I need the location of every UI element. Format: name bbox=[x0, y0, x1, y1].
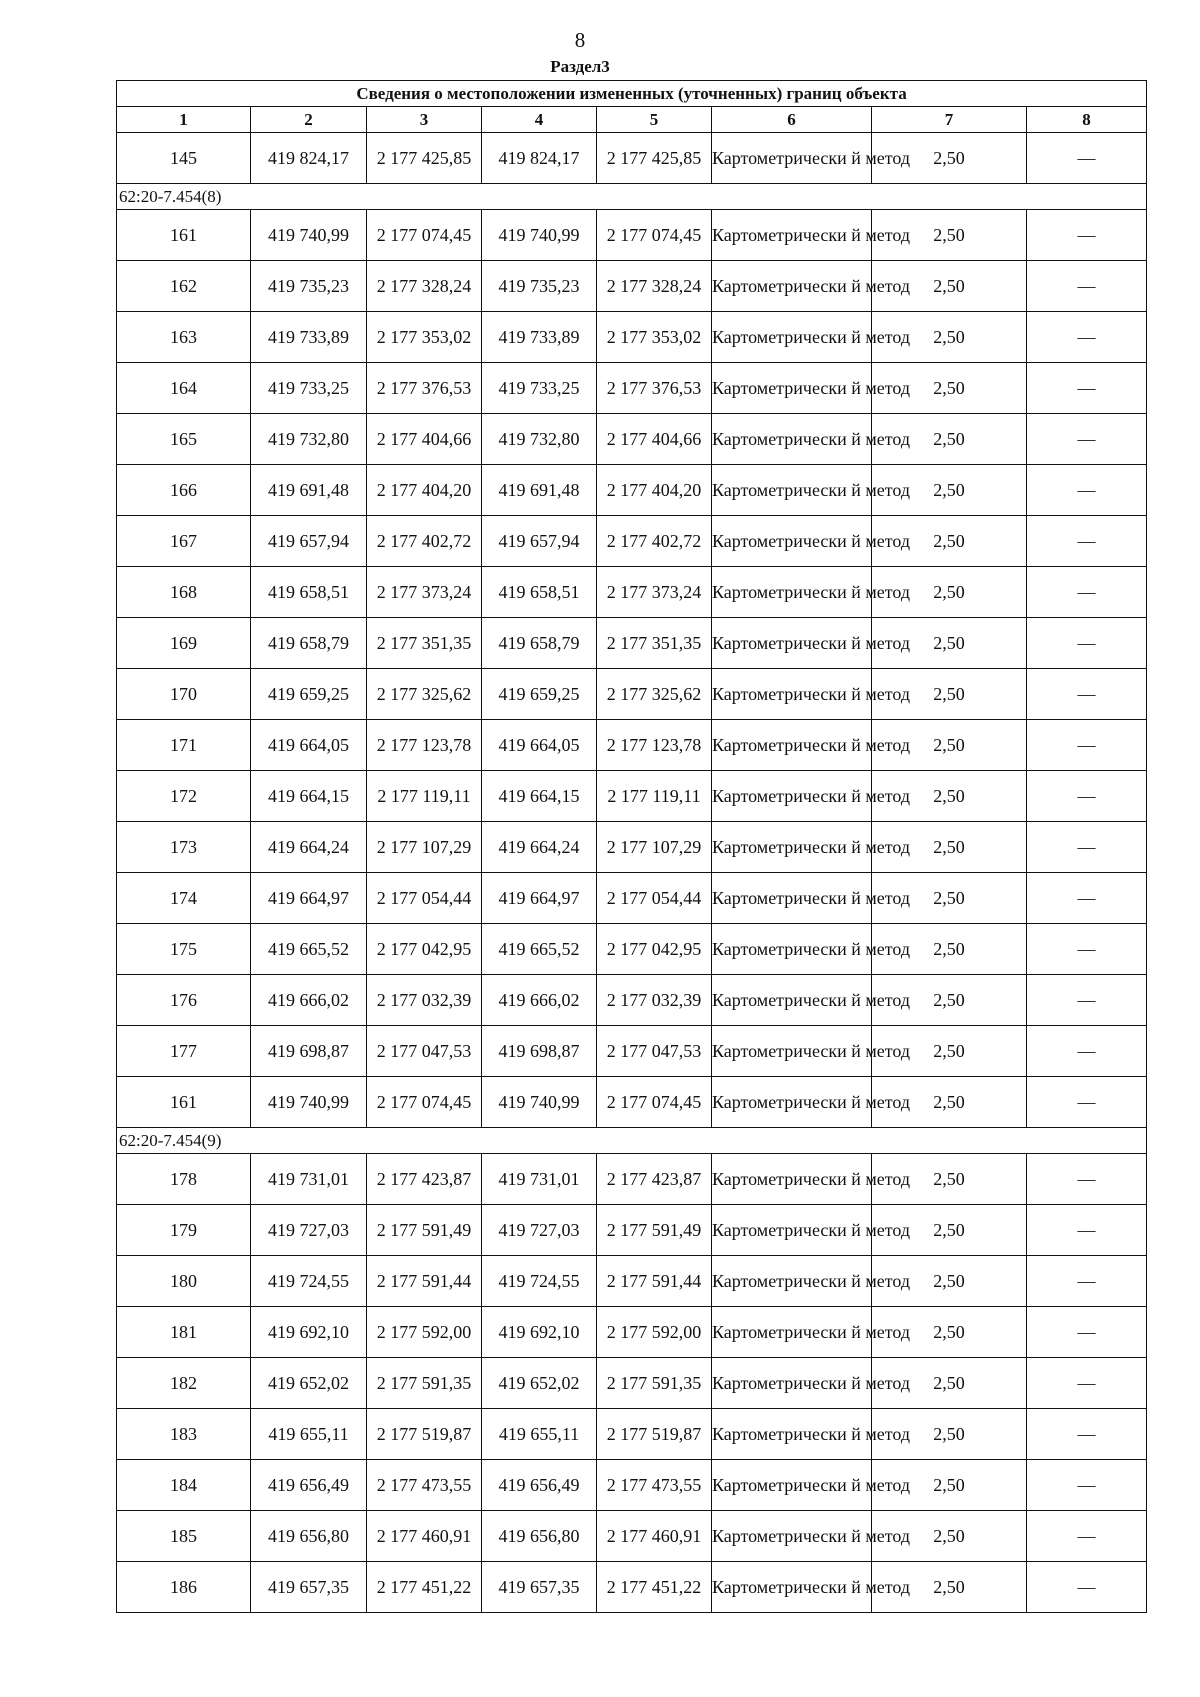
cell-y-new: 2 177 592,00 bbox=[597, 1307, 712, 1358]
cell-x-new: 419 665,52 bbox=[482, 924, 597, 975]
cell-point-number: 176 bbox=[117, 975, 251, 1026]
cell-x-new: 419 655,11 bbox=[482, 1409, 597, 1460]
table-row bbox=[117, 822, 1147, 873]
table-row bbox=[117, 516, 1147, 567]
cell-x-new: 419 691,48 bbox=[482, 465, 597, 516]
cell-description: — bbox=[1027, 669, 1147, 720]
cell-y-new: 2 177 451,22 bbox=[597, 1562, 712, 1613]
cell-method: Картометрически й метод bbox=[712, 1256, 872, 1307]
cell-method: Картометрически й метод bbox=[712, 1154, 872, 1205]
cell-description: — bbox=[1027, 1460, 1147, 1511]
cell-accuracy: 2,50 bbox=[872, 975, 1027, 1026]
cell-description: — bbox=[1027, 720, 1147, 771]
cell-y-existing: 2 177 123,78 bbox=[367, 720, 482, 771]
cell-x-new: 419 735,23 bbox=[482, 261, 597, 312]
cell-accuracy: 2,50 bbox=[872, 363, 1027, 414]
cadastral-group-label: 62:20-7.454(9) bbox=[117, 1128, 1147, 1154]
cell-point-number: 165 bbox=[117, 414, 251, 465]
cell-method: Картометрически й метод bbox=[712, 1409, 872, 1460]
cell-y-existing: 2 177 473,55 bbox=[367, 1460, 482, 1511]
cell-x-existing: 419 664,15 bbox=[251, 771, 367, 822]
cell-y-new: 2 177 404,66 bbox=[597, 414, 712, 465]
cell-description: — bbox=[1027, 465, 1147, 516]
cell-x-new: 419 664,05 bbox=[482, 720, 597, 771]
table-row bbox=[117, 210, 1147, 261]
cell-method: Картометрически й метод bbox=[712, 822, 872, 873]
cell-method: Картометрически й метод bbox=[712, 261, 872, 312]
cell-x-new: 419 724,55 bbox=[482, 1256, 597, 1307]
table-row bbox=[117, 669, 1147, 720]
table-row bbox=[117, 1205, 1147, 1256]
cell-description: — bbox=[1027, 261, 1147, 312]
cell-point-number: 182 bbox=[117, 1358, 251, 1409]
cell-y-existing: 2 177 351,35 bbox=[367, 618, 482, 669]
cell-y-new: 2 177 376,53 bbox=[597, 363, 712, 414]
cell-y-existing: 2 177 519,87 bbox=[367, 1409, 482, 1460]
cell-description: — bbox=[1027, 1205, 1147, 1256]
cell-point-number: 171 bbox=[117, 720, 251, 771]
cell-method: Картометрически й метод bbox=[712, 1077, 872, 1128]
cell-x-existing: 419 657,94 bbox=[251, 516, 367, 567]
cell-x-new: 419 733,25 bbox=[482, 363, 597, 414]
column-number-row bbox=[117, 107, 1147, 133]
cell-description: — bbox=[1027, 1154, 1147, 1205]
table-row bbox=[117, 1358, 1147, 1409]
cell-x-new: 419 659,25 bbox=[482, 669, 597, 720]
cell-description: — bbox=[1027, 133, 1147, 184]
cell-method: Картометрически й метод bbox=[712, 1026, 872, 1077]
cell-x-existing: 419 652,02 bbox=[251, 1358, 367, 1409]
cell-description: — bbox=[1027, 1409, 1147, 1460]
table-row bbox=[117, 1562, 1147, 1613]
cell-y-new: 2 177 423,87 bbox=[597, 1154, 712, 1205]
cell-y-existing: 2 177 325,62 bbox=[367, 669, 482, 720]
cell-x-existing: 419 732,80 bbox=[251, 414, 367, 465]
cell-accuracy: 2,50 bbox=[872, 1562, 1027, 1613]
cell-x-existing: 419 664,97 bbox=[251, 873, 367, 924]
cell-method: Картометрически й метод bbox=[712, 1205, 872, 1256]
cell-y-new: 2 177 123,78 bbox=[597, 720, 712, 771]
cell-description: — bbox=[1027, 975, 1147, 1026]
table-row bbox=[117, 363, 1147, 414]
cell-x-new: 419 666,02 bbox=[482, 975, 597, 1026]
cell-y-existing: 2 177 591,35 bbox=[367, 1358, 482, 1409]
cell-x-existing: 419 731,01 bbox=[251, 1154, 367, 1205]
cell-x-existing: 419 692,10 bbox=[251, 1307, 367, 1358]
cell-method: Картометрически й метод bbox=[712, 618, 872, 669]
page-number: 8 bbox=[574, 28, 586, 52]
cell-method: Картометрически й метод bbox=[712, 771, 872, 822]
cell-description: — bbox=[1027, 1358, 1147, 1409]
table-row bbox=[117, 1511, 1147, 1562]
column-number: 8 bbox=[1027, 107, 1147, 133]
cell-point-number: 181 bbox=[117, 1307, 251, 1358]
cell-point-number: 175 bbox=[117, 924, 251, 975]
cell-method: Картометрически й метод bbox=[712, 414, 872, 465]
cell-method: Картометрически й метод bbox=[712, 873, 872, 924]
cell-method: Картометрически й метод bbox=[712, 1307, 872, 1358]
cell-y-new: 2 177 473,55 bbox=[597, 1460, 712, 1511]
cell-x-existing: 419 824,17 bbox=[251, 133, 367, 184]
cell-y-new: 2 177 425,85 bbox=[597, 133, 712, 184]
cell-method: Картометрически й метод bbox=[712, 975, 872, 1026]
cell-method: Картометрически й метод bbox=[712, 567, 872, 618]
cell-y-new: 2 177 054,44 bbox=[597, 873, 712, 924]
cell-accuracy: 2,50 bbox=[872, 1205, 1027, 1256]
cell-description: — bbox=[1027, 210, 1147, 261]
cell-method: Картометрически й метод bbox=[712, 1511, 872, 1562]
table-row bbox=[117, 1154, 1147, 1205]
cell-method: Картометрически й метод bbox=[712, 363, 872, 414]
cell-y-existing: 2 177 047,53 bbox=[367, 1026, 482, 1077]
table-row bbox=[117, 133, 1147, 184]
cell-y-new: 2 177 373,24 bbox=[597, 567, 712, 618]
cell-method: Картометрически й метод bbox=[712, 133, 872, 184]
cell-y-existing: 2 177 119,11 bbox=[367, 771, 482, 822]
cell-description: — bbox=[1027, 1026, 1147, 1077]
cell-accuracy: 2,50 bbox=[872, 261, 1027, 312]
cell-x-existing: 419 665,52 bbox=[251, 924, 367, 975]
cell-x-new: 419 824,17 bbox=[482, 133, 597, 184]
cell-y-existing: 2 177 423,87 bbox=[367, 1154, 482, 1205]
cell-accuracy: 2,50 bbox=[872, 210, 1027, 261]
cell-point-number: 168 bbox=[117, 567, 251, 618]
cell-y-existing: 2 177 404,66 bbox=[367, 414, 482, 465]
cell-y-existing: 2 177 373,24 bbox=[367, 567, 482, 618]
cell-description: — bbox=[1027, 363, 1147, 414]
cell-x-existing: 419 724,55 bbox=[251, 1256, 367, 1307]
cell-accuracy: 2,50 bbox=[872, 133, 1027, 184]
cell-accuracy: 2,50 bbox=[872, 618, 1027, 669]
cell-accuracy: 2,50 bbox=[872, 1307, 1027, 1358]
cell-point-number: 180 bbox=[117, 1256, 251, 1307]
table-row bbox=[117, 261, 1147, 312]
cell-x-new: 419 732,80 bbox=[482, 414, 597, 465]
cell-accuracy: 2,50 bbox=[872, 822, 1027, 873]
cell-x-new: 419 657,35 bbox=[482, 1562, 597, 1613]
cell-x-new: 419 698,87 bbox=[482, 1026, 597, 1077]
cell-description: — bbox=[1027, 414, 1147, 465]
cell-x-existing: 419 664,05 bbox=[251, 720, 367, 771]
cell-point-number: 161 bbox=[117, 1077, 251, 1128]
column-number: 7 bbox=[872, 107, 1027, 133]
cell-x-existing: 419 658,79 bbox=[251, 618, 367, 669]
cell-point-number: 169 bbox=[117, 618, 251, 669]
table-row bbox=[117, 312, 1147, 363]
cell-y-existing: 2 177 425,85 bbox=[367, 133, 482, 184]
cell-method: Картометрически й метод bbox=[712, 1358, 872, 1409]
table-row bbox=[117, 975, 1147, 1026]
cell-x-existing: 419 657,35 bbox=[251, 1562, 367, 1613]
cell-accuracy: 2,50 bbox=[872, 465, 1027, 516]
cell-accuracy: 2,50 bbox=[872, 1511, 1027, 1562]
coordinates-table bbox=[116, 80, 1147, 1613]
cell-method: Картометрически й метод bbox=[712, 516, 872, 567]
column-number: 1 bbox=[117, 107, 251, 133]
cell-x-new: 419 652,02 bbox=[482, 1358, 597, 1409]
cell-method: Картометрически й метод bbox=[712, 720, 872, 771]
cell-y-existing: 2 177 591,49 bbox=[367, 1205, 482, 1256]
cell-accuracy: 2,50 bbox=[872, 771, 1027, 822]
cell-accuracy: 2,50 bbox=[872, 1409, 1027, 1460]
cell-point-number: 145 bbox=[117, 133, 251, 184]
table-row bbox=[117, 1026, 1147, 1077]
cell-description: — bbox=[1027, 924, 1147, 975]
cell-method: Картометрически й метод bbox=[712, 1460, 872, 1511]
cell-x-new: 419 740,99 bbox=[482, 210, 597, 261]
table-row bbox=[117, 1307, 1147, 1358]
cell-x-existing: 419 664,24 bbox=[251, 822, 367, 873]
cell-method: Картометрически й метод bbox=[712, 924, 872, 975]
cell-y-existing: 2 177 328,24 bbox=[367, 261, 482, 312]
cell-y-new: 2 177 351,35 bbox=[597, 618, 712, 669]
cell-y-new: 2 177 353,02 bbox=[597, 312, 712, 363]
cell-y-new: 2 177 074,45 bbox=[597, 210, 712, 261]
table-row bbox=[117, 465, 1147, 516]
cell-accuracy: 2,50 bbox=[872, 873, 1027, 924]
cell-accuracy: 2,50 bbox=[872, 567, 1027, 618]
cell-description: — bbox=[1027, 771, 1147, 822]
cell-point-number: 178 bbox=[117, 1154, 251, 1205]
cell-description: — bbox=[1027, 1562, 1147, 1613]
cell-x-existing: 419 691,48 bbox=[251, 465, 367, 516]
cell-x-new: 419 664,15 bbox=[482, 771, 597, 822]
cell-point-number: 166 bbox=[117, 465, 251, 516]
cell-y-existing: 2 177 074,45 bbox=[367, 210, 482, 261]
cell-method: Картометрически й метод bbox=[712, 1562, 872, 1613]
cell-x-new: 419 664,24 bbox=[482, 822, 597, 873]
cell-y-existing: 2 177 054,44 bbox=[367, 873, 482, 924]
cell-x-existing: 419 666,02 bbox=[251, 975, 367, 1026]
cell-accuracy: 2,50 bbox=[872, 516, 1027, 567]
cell-x-existing: 419 659,25 bbox=[251, 669, 367, 720]
table-row bbox=[117, 720, 1147, 771]
table-body bbox=[117, 133, 1147, 1613]
cell-y-new: 2 177 328,24 bbox=[597, 261, 712, 312]
cell-point-number: 167 bbox=[117, 516, 251, 567]
cell-accuracy: 2,50 bbox=[872, 669, 1027, 720]
cell-point-number: 183 bbox=[117, 1409, 251, 1460]
table-row bbox=[117, 1460, 1147, 1511]
section-title: Раздел3 bbox=[550, 57, 610, 76]
cell-x-new: 419 727,03 bbox=[482, 1205, 597, 1256]
cell-x-existing: 419 656,49 bbox=[251, 1460, 367, 1511]
cell-y-existing: 2 177 376,53 bbox=[367, 363, 482, 414]
cell-point-number: 162 bbox=[117, 261, 251, 312]
cell-description: — bbox=[1027, 516, 1147, 567]
cell-description: — bbox=[1027, 312, 1147, 363]
cell-y-existing: 2 177 404,20 bbox=[367, 465, 482, 516]
cell-point-number: 170 bbox=[117, 669, 251, 720]
cell-x-new: 419 656,80 bbox=[482, 1511, 597, 1562]
cell-accuracy: 2,50 bbox=[872, 924, 1027, 975]
cell-x-existing: 419 658,51 bbox=[251, 567, 367, 618]
table-row bbox=[117, 1077, 1147, 1128]
cell-accuracy: 2,50 bbox=[872, 312, 1027, 363]
cell-y-existing: 2 177 353,02 bbox=[367, 312, 482, 363]
cell-y-existing: 2 177 032,39 bbox=[367, 975, 482, 1026]
table-row bbox=[117, 873, 1147, 924]
cell-x-new: 419 664,97 bbox=[482, 873, 597, 924]
cell-description: — bbox=[1027, 1511, 1147, 1562]
cell-y-new: 2 177 074,45 bbox=[597, 1077, 712, 1128]
cell-y-existing: 2 177 592,00 bbox=[367, 1307, 482, 1358]
cell-method: Картометрически й метод bbox=[712, 669, 872, 720]
column-number: 2 bbox=[251, 107, 367, 133]
cell-description: — bbox=[1027, 1307, 1147, 1358]
cell-point-number: 174 bbox=[117, 873, 251, 924]
cell-point-number: 172 bbox=[117, 771, 251, 822]
cell-x-new: 419 656,49 bbox=[482, 1460, 597, 1511]
cell-y-existing: 2 177 402,72 bbox=[367, 516, 482, 567]
cell-x-existing: 419 656,80 bbox=[251, 1511, 367, 1562]
cell-description: — bbox=[1027, 618, 1147, 669]
cell-description: — bbox=[1027, 873, 1147, 924]
cell-x-existing: 419 655,11 bbox=[251, 1409, 367, 1460]
cell-description: — bbox=[1027, 822, 1147, 873]
cell-x-new: 419 658,79 bbox=[482, 618, 597, 669]
cell-accuracy: 2,50 bbox=[872, 1358, 1027, 1409]
table-row bbox=[117, 924, 1147, 975]
cell-y-existing: 2 177 591,44 bbox=[367, 1256, 482, 1307]
cell-point-number: 179 bbox=[117, 1205, 251, 1256]
cell-y-new: 2 177 325,62 bbox=[597, 669, 712, 720]
cell-y-existing: 2 177 460,91 bbox=[367, 1511, 482, 1562]
column-number: 5 bbox=[597, 107, 712, 133]
cadastral-group-label: 62:20-7.454(8) bbox=[117, 184, 1147, 210]
cell-method: Картометрически й метод bbox=[712, 312, 872, 363]
cell-x-existing: 419 733,89 bbox=[251, 312, 367, 363]
cell-y-existing: 2 177 074,45 bbox=[367, 1077, 482, 1128]
cell-x-existing: 419 698,87 bbox=[251, 1026, 367, 1077]
cell-point-number: 164 bbox=[117, 363, 251, 414]
cell-x-new: 419 692,10 bbox=[482, 1307, 597, 1358]
cell-y-existing: 2 177 107,29 bbox=[367, 822, 482, 873]
cell-description: — bbox=[1027, 1256, 1147, 1307]
cell-description: — bbox=[1027, 567, 1147, 618]
cell-y-new: 2 177 119,11 bbox=[597, 771, 712, 822]
cell-accuracy: 2,50 bbox=[872, 720, 1027, 771]
cell-point-number: 173 bbox=[117, 822, 251, 873]
column-number: 6 bbox=[712, 107, 872, 133]
cell-point-number: 161 bbox=[117, 210, 251, 261]
column-number: 3 bbox=[367, 107, 482, 133]
cell-y-new: 2 177 591,49 bbox=[597, 1205, 712, 1256]
group-row bbox=[117, 184, 1147, 210]
cell-y-new: 2 177 032,39 bbox=[597, 975, 712, 1026]
cell-accuracy: 2,50 bbox=[872, 1154, 1027, 1205]
cell-y-new: 2 177 460,91 bbox=[597, 1511, 712, 1562]
cell-point-number: 186 bbox=[117, 1562, 251, 1613]
cell-x-existing: 419 740,99 bbox=[251, 210, 367, 261]
cell-x-existing: 419 740,99 bbox=[251, 1077, 367, 1128]
cell-method: Картометрически й метод bbox=[712, 465, 872, 516]
table-row bbox=[117, 414, 1147, 465]
cell-y-new: 2 177 402,72 bbox=[597, 516, 712, 567]
cell-x-existing: 419 735,23 bbox=[251, 261, 367, 312]
group-row bbox=[117, 1128, 1147, 1154]
cell-y-new: 2 177 107,29 bbox=[597, 822, 712, 873]
cell-method: Картометрически й метод bbox=[712, 210, 872, 261]
cell-y-new: 2 177 404,20 bbox=[597, 465, 712, 516]
cell-y-new: 2 177 591,44 bbox=[597, 1256, 712, 1307]
cell-y-new: 2 177 591,35 bbox=[597, 1358, 712, 1409]
cell-accuracy: 2,50 bbox=[872, 414, 1027, 465]
cell-y-existing: 2 177 451,22 bbox=[367, 1562, 482, 1613]
cell-description: — bbox=[1027, 1077, 1147, 1128]
table-row bbox=[117, 1409, 1147, 1460]
cell-x-new: 419 733,89 bbox=[482, 312, 597, 363]
cell-accuracy: 2,50 bbox=[872, 1077, 1027, 1128]
table-caption: Сведения о местоположении измененных (уточненных) границ объекта bbox=[117, 81, 1147, 107]
cell-x-existing: 419 733,25 bbox=[251, 363, 367, 414]
cell-y-new: 2 177 047,53 bbox=[597, 1026, 712, 1077]
cell-accuracy: 2,50 bbox=[872, 1460, 1027, 1511]
cell-x-new: 419 658,51 bbox=[482, 567, 597, 618]
table-row bbox=[117, 567, 1147, 618]
column-number: 4 bbox=[482, 107, 597, 133]
cell-point-number: 184 bbox=[117, 1460, 251, 1511]
cell-x-new: 419 657,94 bbox=[482, 516, 597, 567]
cell-accuracy: 2,50 bbox=[872, 1026, 1027, 1077]
table-row bbox=[117, 1256, 1147, 1307]
cell-x-new: 419 731,01 bbox=[482, 1154, 597, 1205]
cell-y-new: 2 177 042,95 bbox=[597, 924, 712, 975]
cell-y-existing: 2 177 042,95 bbox=[367, 924, 482, 975]
cell-point-number: 177 bbox=[117, 1026, 251, 1077]
cell-x-existing: 419 727,03 bbox=[251, 1205, 367, 1256]
table-row bbox=[117, 618, 1147, 669]
cell-x-new: 419 740,99 bbox=[482, 1077, 597, 1128]
cell-point-number: 185 bbox=[117, 1511, 251, 1562]
cell-point-number: 163 bbox=[117, 312, 251, 363]
cell-y-new: 2 177 519,87 bbox=[597, 1409, 712, 1460]
table-row bbox=[117, 771, 1147, 822]
cell-accuracy: 2,50 bbox=[872, 1256, 1027, 1307]
